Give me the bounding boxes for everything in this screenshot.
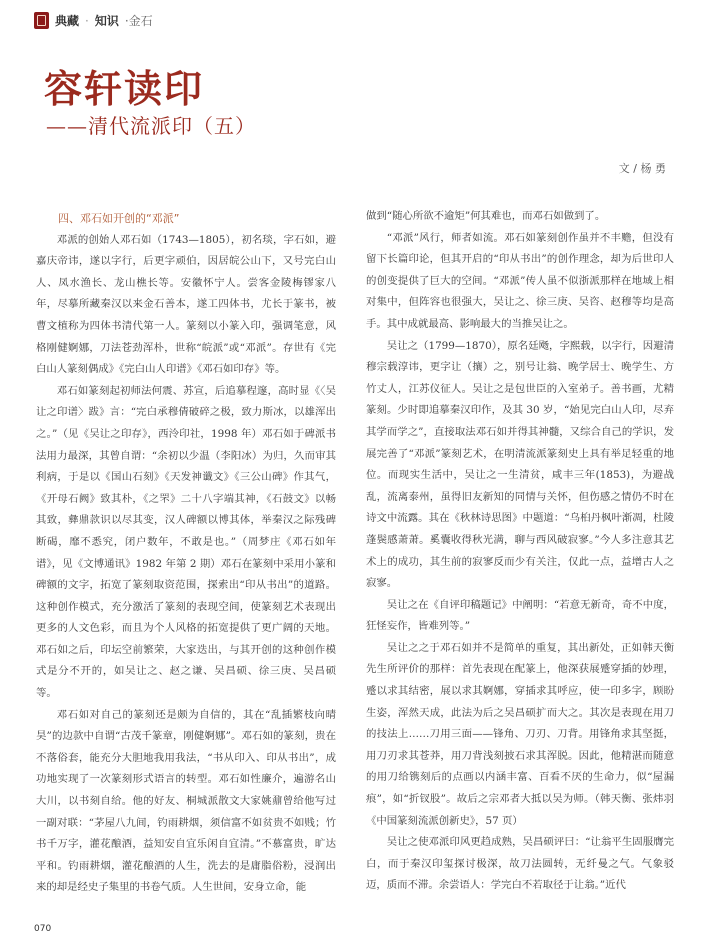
header-separator: ·	[85, 13, 89, 28]
paragraph: 做到“随心所欲不逾矩”何其难也，而邓石如做到了。	[366, 210, 606, 222]
paragraph: 邓派的创始人邓石如（1743—1805），初名琰，字石如，避嘉庆帝讳，遂以字行，后更字顽伯，因居皖公山下，又号完白山人、凤水渔长、龙山樵长等。安徽怀宁人。尝客金陵梅镠家八年，尽摹所藏秦汉以来金石善本，遂工四体书，尤长于篆书，被曹文植称为四体书清代第一人。篆刻以小篆入印，强调笔意，风格刚健婀娜，刀法苍劲浑朴，世称“皖派”或“邓派”。存世有《完白山人篆刻偶成》《完白山人印谱》《邓石如印存》等。	[36, 233, 336, 376]
paragraph: 吴让之使邓派印风更趋成熟，吴昌硕评曰：“让翁平生固服膺完白，而于秦汉印玺探讨极深，故刀法圆转，无纤曼之气。气象驳迈，质而不滞。余尝语人：学完白不若取径于让翁。”近代	[366, 836, 674, 892]
paragraph: 邓石如篆刻起初师法何震、苏宣，后追摹程邃，高时显《〈吴让之印谱〉跋》言：“完白承穆倩破碎之极，致力斯冰，以雄浑出之。”（见《吴让之印存》，西泠印社，1998 年）邓石如于碑派书法用力最深，其曾自谓：“余初以少温（李阳冰）为归，久而审其利病，于是以《国山石刻》《天发神谶文》《三公山碑》作其气，《开母石阙》致其朴，《之罘》二十八字端其神，《石鼓文》以畅其致，彝鼎款识以尽其变，汉人碑额以博其体，举秦汉之际残碑断碣，靡不悉究，闭户数年，不敢是也。”（周梦庄《邓石如年谱》，见《文博通讯》1982 年第 2 期）邓石在篆刻中采用小篆和碑额的文字，拓宽了篆刻取资范围，探索出“印从书出”的道路。这种创作模式，充分激活了篆刻的表现空间，使篆刻艺术表现出更多的人文色彩，而且为个人风格的拓宽提供了更广阔的天地。邓石如之后，印坛空前繁荣，大家迭出，与其开创的这种创作模式是分不开的，如吴让之、赵之谦、吴昌硕、徐三庚、吴昌硕等。	[36, 384, 336, 700]
magazine-header	[34, 12, 153, 29]
section-heading: 四、邓石如开创的“邓派”	[58, 212, 180, 225]
header-subsection: ·金石	[124, 14, 153, 28]
header-section: 知识	[94, 14, 119, 28]
paragraph: 邓石如对自己的篆刻还是颇为自信的，其在“乱插繁枝向晴昊”的边款中自谓“古茂千篆章，刚健婀娜”。邓石如的篆刻，贵在不落俗套，能充分大胆地我用我法，“书从印入、印从书出”，成功地实现了一次篆刻形式语言的转型。邓石如性廉介，遍游名山大川，以书刻自给。他的好友、桐城派散文大家姚鼐曾给他写过一副对联：“茅屋八九间，钓雨耕烟，须信富不如贫贵不如贱；竹书千万字，灌花酿酒，益知安自宜乐闲自宜清。”不慕富贵，旷达平和。钓雨耕烟，灌花酿酒的人生，洗去的是庸脂俗粉，浸润出来的却是经史子集里的书卷气质。人生世间，安身立命，能	[36, 708, 336, 894]
right-column	[366, 206, 674, 897]
article-subtitle: ——清代流派印（五）	[46, 114, 256, 138]
paragraph: 吴让之（1799—1870），原名廷飏，字熙载，以字行，因避清穆宗载淳讳，更字让（攘）之，别号让翁、晚学居士、晚学生、方竹丈人，江苏仪征人。吴让之是包世臣的入室弟子。善书画，尤精篆刻。少时即追摹秦汉印作，及其 30 岁，“始见完白山人印，尽弃其学而学之”，直接取法邓石如并得其神髓，又综合自己的学识，发展完善了“邓派”篆刻艺术，在明清流派篆刻史上具有举足轻重的地位。而现实生活中，吴让之一生清贫，咸丰三年(1853)，为避战乱，流离泰州，虽得旧友新知的同情与关怀，但伤感之情仍不时在诗文中流露。其在《秋林诗思图》中题道：“乌桕丹枫叶渐凋，杜陵蓬鬓感萧萧。奚囊收得秋光满，聊与西风破寂寥。”今人多注意其艺术上的成功，其生前的寂寥反而少有关注，仅此一点，益增古人之寂寥。	[366, 339, 674, 590]
article-author: 文 / 杨 勇	[618, 162, 666, 175]
article-title: 容轩读印	[44, 66, 205, 111]
header-category: 典藏	[55, 14, 80, 28]
page-number: 070	[34, 924, 52, 934]
paragraph: “邓派”风行，师者如流。邓石如篆刻创作虽并不丰赡，但没有留下长篇印论，但其开启的“印从书出”的创作理念，却为后世印人的创变提供了巨大的空间。“邓派”传人虽不似浙派那样在地域上相对集中，但阵容也很强大，吴让之、徐三庚、吴咨、赵穆等均是高手。其中成就最高、影响最大的当推吴让之。	[366, 231, 674, 330]
seal-logo-icon	[34, 12, 49, 29]
left-column	[36, 208, 336, 899]
paragraph: 吴让之在《自评印稿题记》中阐明：“若意无新奇，奇不中度，狂怪妄作，皆难列等。”	[366, 598, 674, 633]
paragraph: 吴让之之于邓石如并不是简单的重复，其出新处，正如韩天衡先生所评价的那样：首先表现在配篆上，他深获展蹙穿插的妙理，蹙以求其结密，展以求其婀娜，穿插求其呼应，使一印多字，顾盼生姿，浑然天成，此法为后之吴昌硕扩而大之。其次是表现在用刀的技法上……刀用三面——锋角、刀刃、刀背。用锋角求其坚挺，用刀刃求其苍莽，用刀背浅刻披石求其浑脱。因此，他精湛而随意的用刀给镌刻后的点画以内涵丰富、百看不厌的生命力，似“屋漏痕”，如“折钗股”。故后之宗邓者大抵以吴为师。（韩天衡、张炜羽《中国篆刻流派创新史》，57 页）	[366, 641, 674, 827]
